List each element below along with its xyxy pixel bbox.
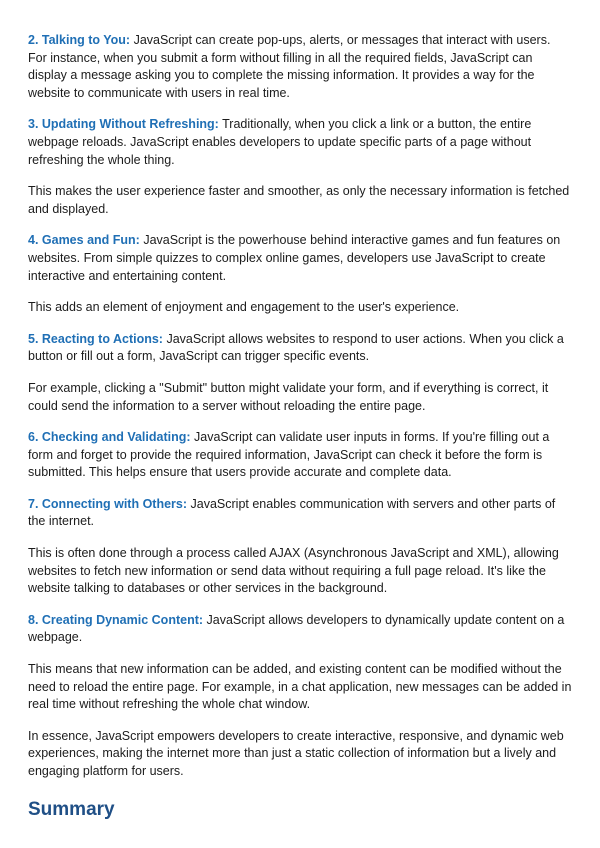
- paragraph-text: JavaScript allows websites to respond to user actions. When you click a button or fill out a form, JavaScript can trigger specific events.: [28, 331, 564, 364]
- paragraph-lead: 3. Updating Without Refreshing:: [28, 117, 219, 132]
- paragraph-text-block: [28, 545, 572, 598]
- section-heading-summary: Summary: [28, 798, 115, 820]
- paragraph-text-block: [28, 299, 572, 317]
- document-page: [28, 32, 572, 821]
- paragraph-talking-to-you: [28, 32, 572, 102]
- paragraph-text: JavaScript can create pop-ups, alerts, or messages that interact with users. For instance, when you submit a form without filling in all the required fields, JavaScript can display a message asking you to complete the missing information. It provides a way for the website to communicate with users in real time.: [28, 33, 551, 100]
- paragraph-connecting-with-others: [28, 496, 572, 531]
- paragraph-text: This adds an element of enjoyment and engagement to the user's experience.: [28, 300, 460, 315]
- paragraph-text: JavaScript enables communication with servers and other parts of the internet.: [28, 496, 556, 529]
- paragraph-text: In essence, JavaScript empowers developers to create interactive, responsive, and dynamic web experiences, making the internet more than just a static collection of information but a lively and engaging platform for users.: [28, 728, 564, 778]
- paragraph-text-block: [28, 661, 572, 714]
- paragraph-text: This is often done through a process called AJAX (Asynchronous JavaScript and XML), allowing websites to fetch new information or send data without requiring a full page reload. It's like the website talking to databases or other services in the background.: [28, 546, 559, 596]
- paragraph-text: JavaScript allows developers to dynamically update content on a webpage.: [28, 612, 565, 645]
- paragraph-lead: 7. Connecting with Others:: [28, 496, 188, 511]
- paragraph-lead: 6. Checking and Validating:: [28, 430, 191, 445]
- paragraph-text: JavaScript can validate user inputs in forms. If you're filling out a form and forget to provide the required information, JavaScript can check it before the form is submitted. This helps ensure that users provide accurate and complete data.: [28, 430, 550, 480]
- paragraph-text-block: [28, 380, 572, 415]
- paragraph-lead: 4. Games and Fun:: [28, 233, 140, 248]
- paragraph-text: This makes the user experience faster and smoother, as only the necessary information is fetched and displayed.: [28, 184, 570, 216]
- paragraph-text: This means that new information can be added, and existing content can be modified without the need to reload the entire page. For example, in a chat application, new messages can be added in real time without refreshing the whole chat window.: [28, 662, 572, 712]
- paragraph-checking-and-validating: [28, 429, 572, 482]
- paragraph-games-and-fun: [28, 232, 572, 285]
- paragraph-text: For example, clicking a "Submit" button might validate your form, and if everything is correct, it could send the information to a server without reloading the entire page.: [28, 380, 549, 413]
- paragraph-text: JavaScript is the powerhouse behind interactive games and fun features on websites. From simple quizzes to complex online games, developers use JavaScript to create interactive and entertaining content.: [28, 233, 561, 283]
- paragraph-reacting-to-actions: [28, 331, 572, 366]
- paragraph-updating-without-refreshing: [28, 116, 572, 169]
- paragraph-text-block: [28, 183, 572, 218]
- paragraph-lead: 8. Creating Dynamic Content:: [28, 612, 204, 627]
- paragraph-lead: 5. Reacting to Actions:: [28, 331, 163, 346]
- paragraph-text: Traditionally, when you click a link or a button, the entire webpage reloads. JavaScript enables developers to update specific parts of a page without refreshing the whole thing.: [28, 117, 532, 167]
- paragraph-lead: 2. Talking to You:: [28, 33, 131, 47]
- paragraph-creating-dynamic-content: [28, 612, 572, 647]
- paragraph-conclusion: [28, 728, 572, 781]
